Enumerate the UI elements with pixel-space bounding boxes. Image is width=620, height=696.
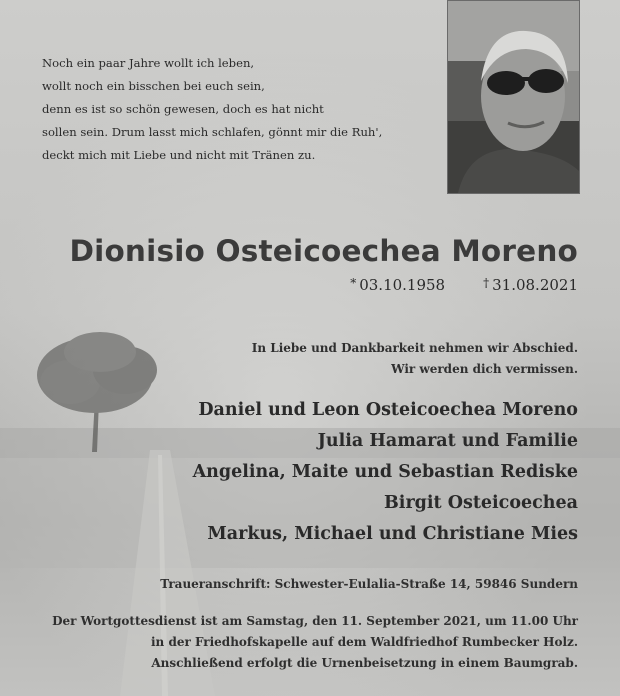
farewell-line: Wir werden dich vermissen.: [391, 362, 578, 376]
poem-line: deckt mich mit Liebe und nicht mit Tränen zu.: [42, 148, 316, 162]
poem-line: denn es ist so schön gewesen, doch es hat nicht: [42, 102, 324, 116]
memorial-poem: [42, 52, 422, 167]
mourners-list: [193, 395, 578, 550]
birth-symbol: *: [350, 276, 357, 290]
death-date: 31.08.2021: [492, 276, 578, 294]
life-dates: [350, 276, 578, 294]
mourner-entry: Daniel und Leon Osteicoechea Moreno: [198, 400, 578, 420]
mourner-entry: Angelina, Maite und Sebastian Rediske: [192, 462, 578, 482]
portrait-photo: [447, 0, 580, 194]
poem-line: sollen sein. Drum lasst mich schlafen, gönnt mir die Ruh',: [42, 125, 383, 139]
mourning-address: Traueranschrift: Schwester-Eulalia-Straße 14, 59846 Sundern: [160, 577, 578, 591]
deceased-name: Dionisio Osteicoechea Moreno: [69, 234, 578, 268]
mourner-entry: Julia Hamarat und Familie: [317, 431, 578, 451]
death-symbol: †: [483, 276, 490, 290]
service-line: Der Wortgottesdienst ist am Samstag, den 11. September 2021, um 11.00 Uhr: [52, 614, 578, 628]
service-line: in der Friedhofskapelle auf dem Waldfriedhof Rumbecker Holz.: [151, 635, 578, 649]
birth-date: 03.10.1958: [359, 276, 446, 294]
service-details: [52, 611, 578, 674]
poem-line: Noch ein paar Jahre wollt ich leben,: [42, 56, 255, 70]
mourner-entry: Birgit Osteicoechea: [384, 493, 578, 513]
service-line: Anschließend erfolgt die Urnenbeisetzung in einem Baumgrab.: [151, 656, 578, 670]
poem-line: wollt noch ein bisschen bei euch sein,: [42, 79, 265, 93]
farewell-message: [252, 338, 578, 380]
farewell-line: In Liebe und Dankbarkeit nehmen wir Abschied.: [251, 341, 578, 355]
mourner-entry: Markus, Michael und Christiane Mies: [207, 524, 578, 544]
